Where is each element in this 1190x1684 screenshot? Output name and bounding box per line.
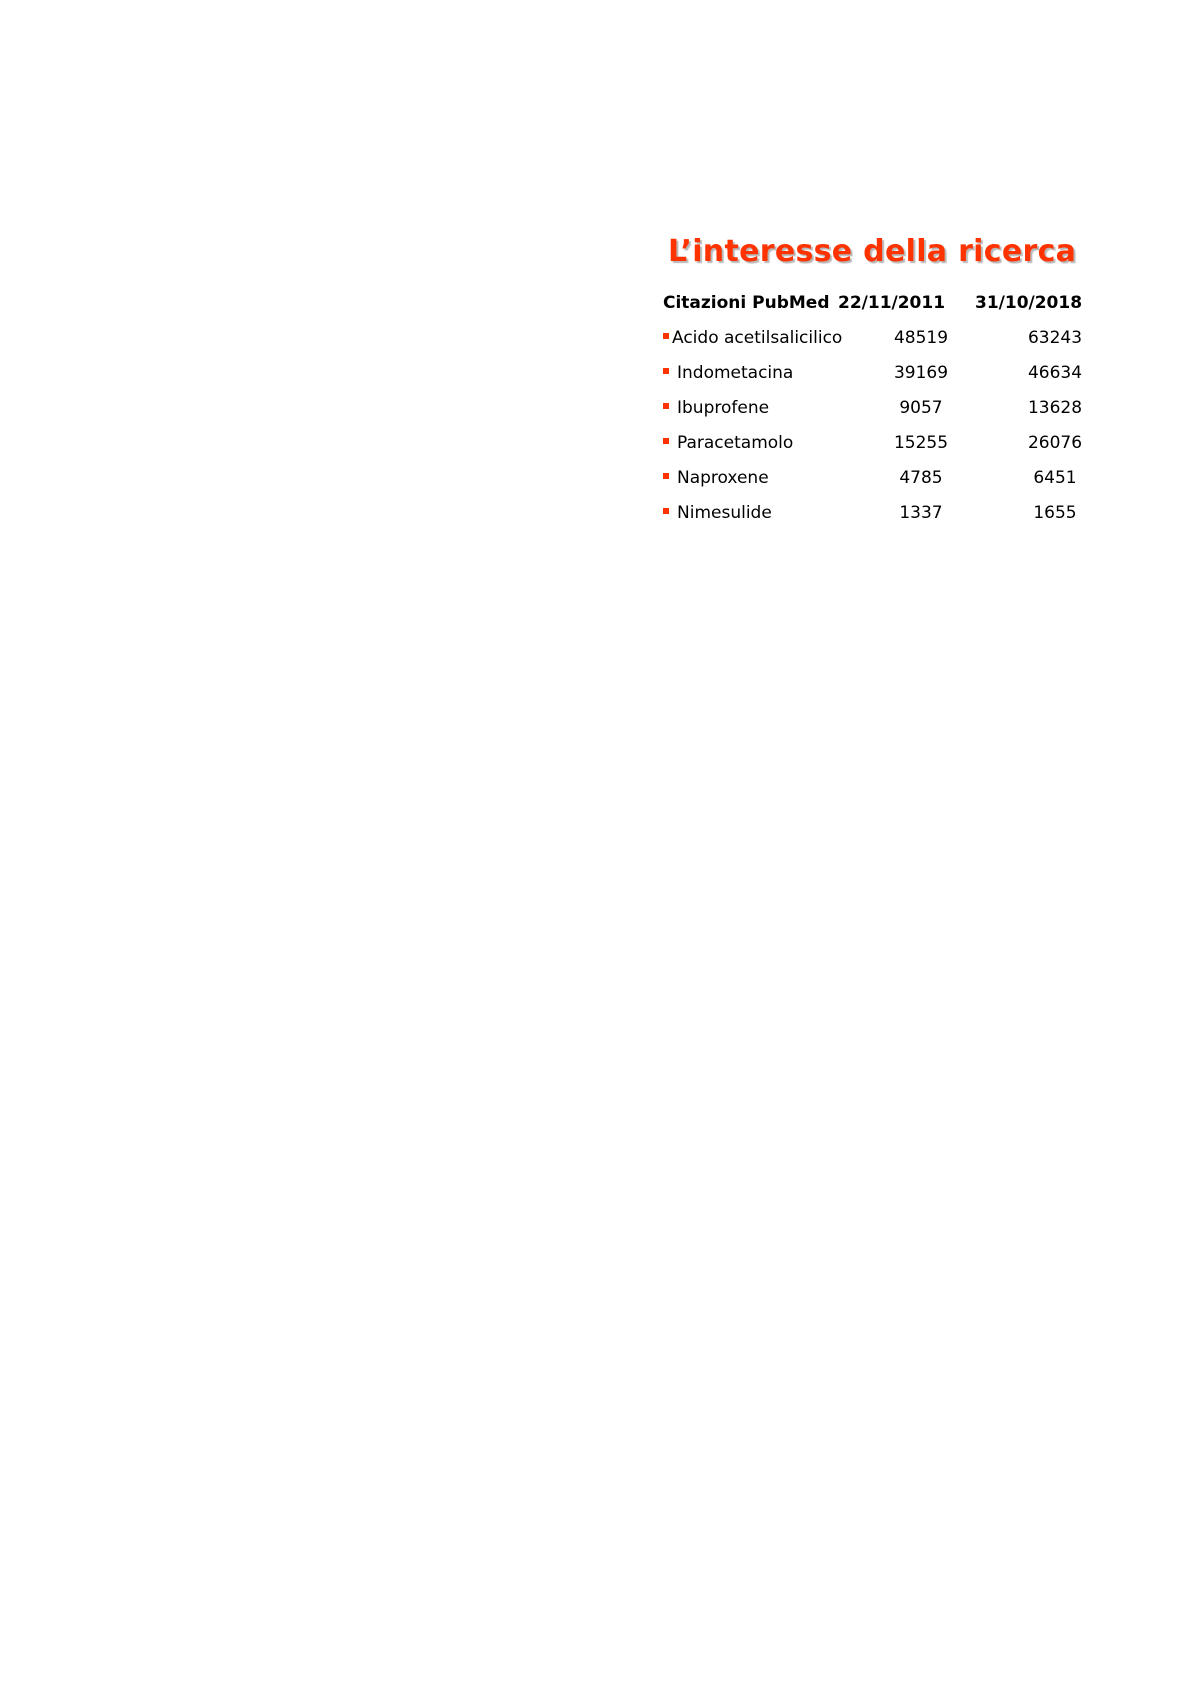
drug-name: Indometacina [677, 363, 794, 383]
table-row [663, 463, 1093, 493]
drug-name: Naproxene [677, 468, 769, 488]
table-row [663, 428, 1093, 458]
drug-name: Paracetamolo [677, 433, 794, 453]
header-date-2018: 31/10/2018 [975, 293, 1083, 313]
value-2018: 63243 [1027, 328, 1083, 348]
table-row [663, 498, 1093, 528]
drug-name: Ibuprofene [677, 398, 770, 418]
row-name-cell [663, 393, 769, 423]
value-2018: 26076 [1027, 433, 1083, 453]
table-row [663, 358, 1093, 388]
square-bullet-icon [663, 473, 669, 479]
square-bullet-icon [663, 333, 669, 339]
row-name-cell [663, 463, 769, 493]
header-date-2011: 22/11/2011 [838, 293, 946, 313]
value-2018: 1655 [1033, 503, 1077, 523]
row-name-cell [663, 428, 793, 458]
drug-name: Nimesulide [677, 503, 772, 523]
value-2018: 46634 [1027, 363, 1083, 383]
square-bullet-icon [663, 368, 669, 374]
row-name-cell [663, 498, 772, 528]
value-2011: 39169 [893, 363, 949, 383]
value-2011: 15255 [893, 433, 949, 453]
square-bullet-icon [663, 403, 669, 409]
row-name-cell [663, 323, 842, 353]
value-2018: 6451 [1033, 468, 1077, 488]
row-name-cell [663, 358, 793, 388]
value-2011: 48519 [893, 328, 949, 348]
value-2011: 1337 [899, 503, 943, 523]
square-bullet-icon [663, 508, 669, 514]
value-2011: 4785 [899, 468, 943, 488]
table-row [663, 323, 1093, 353]
slide-title: L’interesse della ricerca [668, 234, 1077, 269]
square-bullet-icon [663, 438, 669, 444]
drug-name: Acido acetilsalicilico [672, 328, 843, 348]
table-row [663, 393, 1093, 423]
value-2018: 13628 [1027, 398, 1083, 418]
value-2011: 9057 [899, 398, 943, 418]
table-header-row [663, 288, 1093, 318]
header-citazioni-pubmed: Citazioni PubMed [663, 293, 830, 313]
